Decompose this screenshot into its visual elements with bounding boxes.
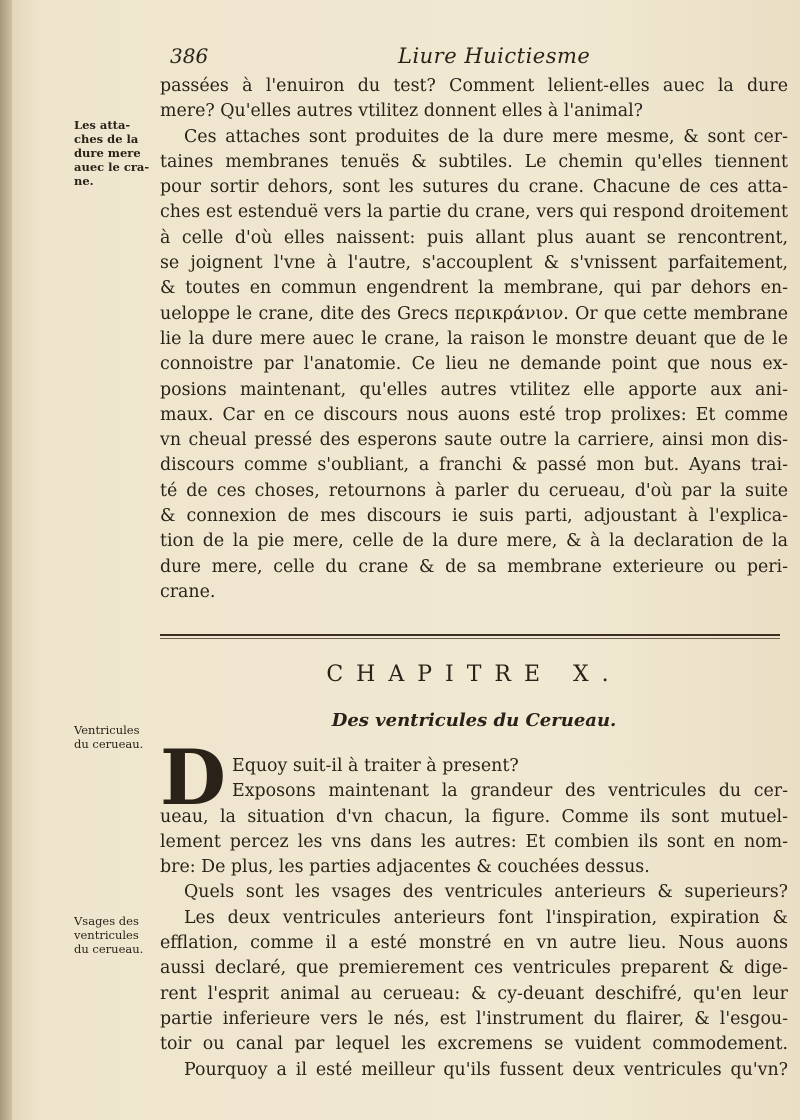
text-line: vn cheual pressé des esperons saute outre la carriere, ainsi mon dis- <box>160 430 788 451</box>
text-line: pour sortir dehors, sont les sutures du crane. Chacune de ces atta- <box>160 177 788 198</box>
text-line: Equoy suit-il à traiter à present? <box>232 756 519 776</box>
page-gutter <box>0 0 12 1120</box>
drop-cap: D <box>160 733 226 822</box>
running-head: Liure Huictiesme <box>398 44 591 68</box>
margin-note-ventricules <box>74 723 152 751</box>
body-text-top <box>160 74 788 605</box>
margin-note-line: du cerueau. <box>74 737 144 751</box>
text-line: discours comme s'oubliant, a franchi & passé mon but. Ayans trai- <box>160 455 788 476</box>
text-line: partie inferieure vers le nés, est l'instrument du flairer, & l'esgou- <box>160 1008 788 1029</box>
text-line: maux. Car en ce discours nous auons esté trop prolixes: Et comme <box>160 404 788 425</box>
divider-rule-thin <box>160 638 780 639</box>
margin-note-line: Les atta- <box>74 118 131 132</box>
text-line: ueloppe le crane, dite des Grecs περικράνιον. Or que cette membrane <box>160 303 788 324</box>
text-line: rent l'esprit animal au cerueau: & cy-deuant deschifré, qu'en leur <box>160 983 788 1004</box>
text-line: à celle d'où elles naissent: puis allant plus auant se rencontrent, <box>160 227 788 248</box>
text-line: & toutes en commun engendrent la membrane, qui par dehors en- <box>160 278 788 299</box>
text-line: dure mere, celle du crane & de sa membrane exterieure ou peri- <box>160 556 788 577</box>
margin-note-vsages <box>74 914 152 956</box>
text-line: & connexion de mes discours ie suis parti, adjoustant à l'explica- <box>160 506 788 527</box>
text-line: lement percez les vns dans les autres: Et combien ils sont en nom- <box>160 831 788 852</box>
text-line: bre: De plus, les parties adjacentes & couchées dessus. <box>160 857 650 878</box>
text-line: mere? Qu'elles autres vtilitez donnent elles à l'animal? <box>160 101 644 122</box>
text-line: Pourquoy a il esté meilleur qu'ils fussent deux ventricules qu'vn? <box>184 1059 788 1080</box>
margin-note-attaches <box>74 118 152 188</box>
margin-note-line: auec le cra- <box>74 160 150 174</box>
margin-note-line: Vsages des <box>74 914 139 928</box>
text-line: efflation, comme il a esté monstré en vn autre lieu. Nous auons <box>160 933 788 954</box>
margin-note-line: Ventricules <box>74 723 140 737</box>
chapter-subtitle: Des ventricules du Cerueau. <box>331 710 617 731</box>
margin-note-line: ne. <box>74 174 94 188</box>
chapter-divider <box>160 632 780 640</box>
text-line: toir ou canal par lequel les excremens se vuident commodement. <box>160 1034 788 1055</box>
divider-rule-thick <box>160 634 780 636</box>
body-text-bottom <box>160 754 788 1083</box>
text-line: taines membranes tenuës & subtiles. Le chemin qu'elles tiennent <box>160 151 788 172</box>
page-number: 386 <box>170 44 209 68</box>
margin-note-line: ventricules <box>74 928 139 942</box>
margin-note-line: ches de la <box>74 132 139 146</box>
text-line: Exposons maintenant la grandeur des ventricules du cer- <box>232 781 788 802</box>
text-line: Quels sont les vsages des ventricules anterieurs & superieurs? <box>184 882 788 903</box>
text-line: crane. <box>160 581 216 602</box>
text-line: passées à l'enuiron du test? Comment lelient-elles auec la dure <box>160 76 788 96</box>
text-line: aussi declaré, que premierement ces ventricules preparent & dige- <box>160 958 788 979</box>
text-line: tion de la pie mere, celle de la dure mere, & à la declaration de la <box>160 531 788 552</box>
text-line: Ces attaches sont produites de la dure mere mesme, & sont cer- <box>184 126 788 147</box>
text-line: lie la dure mere auec le crane, la raison le monstre deuant que de le <box>160 328 788 349</box>
margin-note-line: du cerueau. <box>74 942 144 956</box>
text-line: se joignent l'vne à l'autre, s'accouplent & s'vnissent parfaitement, <box>160 253 788 274</box>
text-line: posions maintenant, qu'elles autres vtilitez elle apporte aux ani- <box>160 379 788 400</box>
text-line: ches est estenduë vers la partie du crane, vers qui respond droitement <box>160 202 788 223</box>
margin-note-line: dure mere <box>74 146 141 160</box>
text-line: té de ces choses, retournons à parler du cerueau, d'où par la suite <box>160 480 788 501</box>
chapter-title: CHAPITRE X. <box>326 662 622 687</box>
text-line: Les deux ventricules anterieurs font l'inspiration, expiration & <box>184 907 788 928</box>
text-line: ueau, la situation d'vn chacun, la figure. Comme ils sont mutuel- <box>160 806 788 827</box>
text-line: connoistre par l'anatomie. Ce lieu ne demande point que nous ex- <box>160 354 788 375</box>
page-header <box>0 42 800 72</box>
